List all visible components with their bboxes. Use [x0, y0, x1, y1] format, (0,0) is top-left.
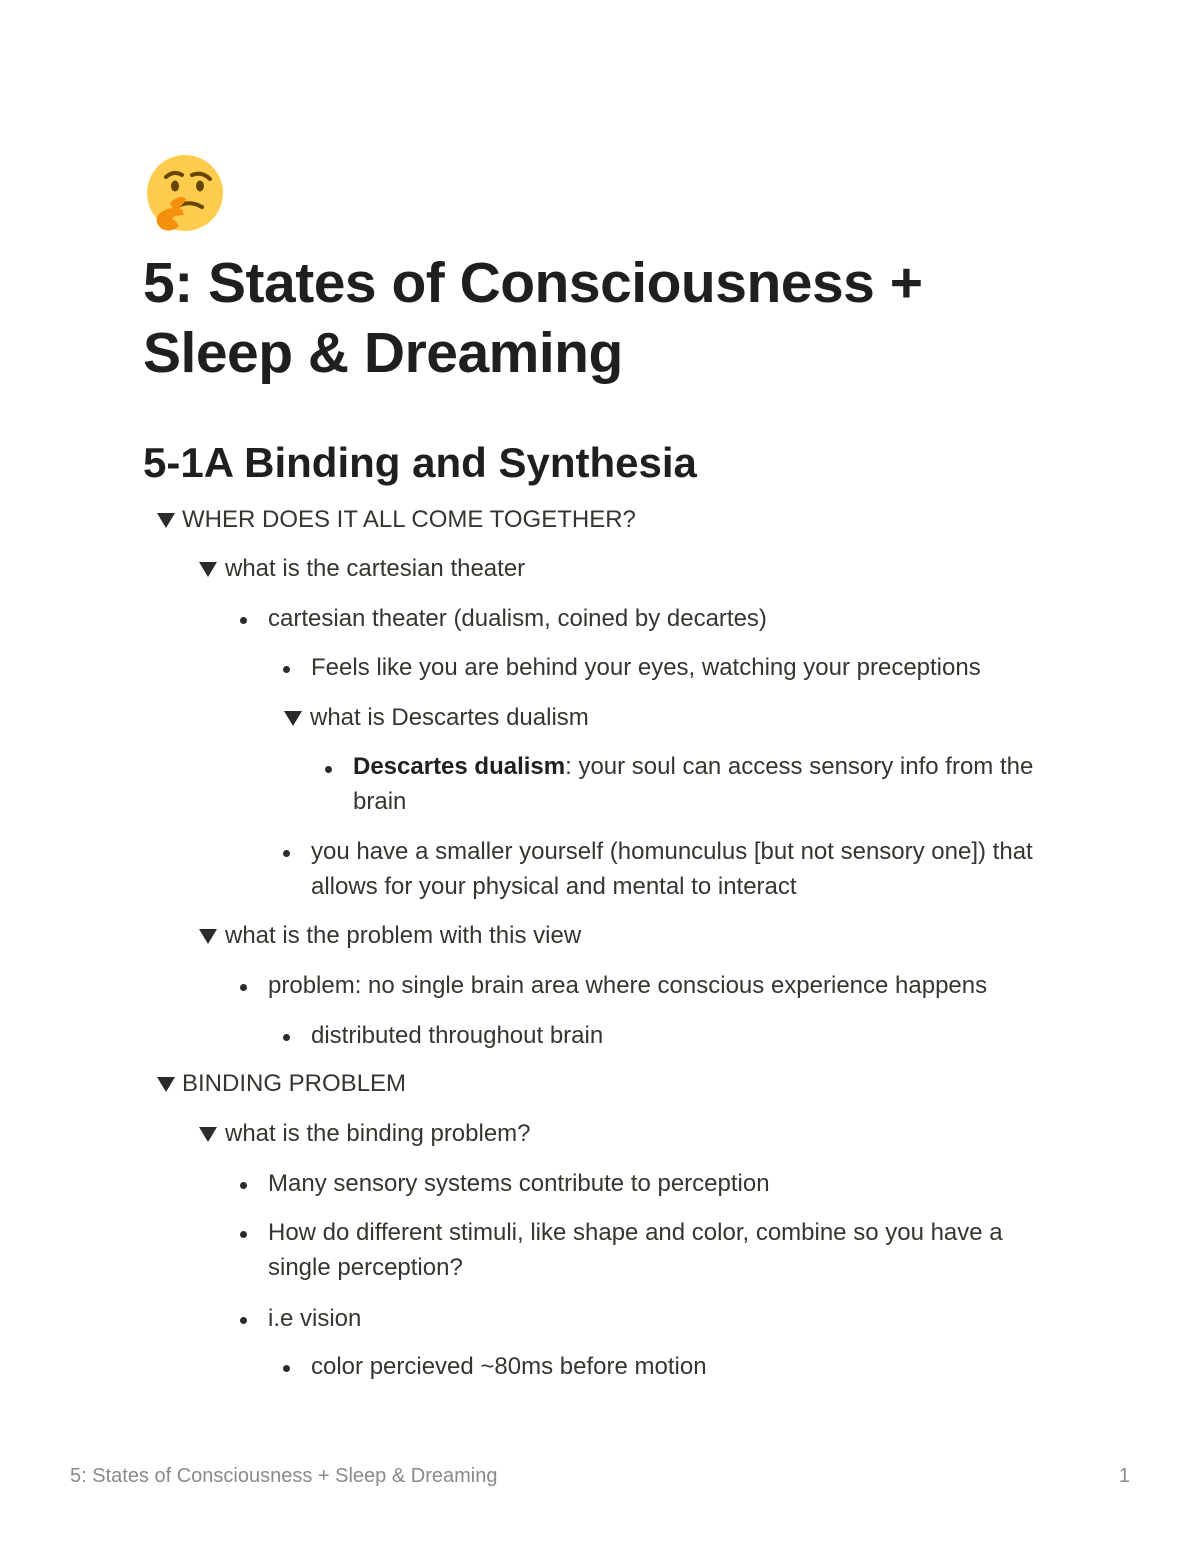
- bullet-icon: [283, 666, 290, 673]
- list-item: you have a smaller yourself (homunculus [but not sensory one]) that allows for your physical and mental to interact: [311, 838, 1033, 900]
- toggle-label[interactable]: what is Descartes dualism: [310, 704, 589, 731]
- bullet-icon: [283, 1034, 290, 1041]
- bullet-icon: [240, 1182, 247, 1189]
- section-heading: 5-1A Binding and Synthesia: [143, 439, 697, 486]
- list-item: cartesian theater (dualism, coined by decartes): [268, 605, 767, 632]
- list-item: Feels like you are behind your eyes, watching your preceptions: [311, 654, 981, 681]
- bullet-icon: [283, 1365, 290, 1372]
- term-bold: Descartes dualism: [353, 753, 566, 780]
- toggle-triangle-icon[interactable]: [199, 929, 217, 944]
- bullet-icon: [240, 617, 247, 624]
- toggle-triangle-icon[interactable]: [284, 711, 302, 726]
- bullet-icon: [283, 850, 290, 857]
- list-item: [353, 749, 1053, 819]
- list-item: color percieved ~80ms before motion: [311, 1353, 707, 1380]
- bullet-icon: [240, 1231, 247, 1238]
- toggle-label[interactable]: what is the cartesian theater: [225, 555, 526, 582]
- toggle-triangle-icon[interactable]: [199, 1127, 217, 1142]
- toggle-triangle-icon[interactable]: [157, 513, 175, 528]
- list-item: i.e vision: [268, 1305, 362, 1332]
- toggle-label[interactable]: what is the binding problem?: [225, 1120, 531, 1147]
- toggle-label[interactable]: what is the problem with this view: [225, 922, 582, 949]
- list-item: distributed throughout brain: [311, 1022, 604, 1049]
- definition-text: : your soul can access sensory info from the brain: [353, 753, 1034, 815]
- toggle-label[interactable]: WHER DOES IT ALL COME TOGETHER?: [182, 506, 636, 533]
- page-title: 5: States of Consciousness + Sleep & Dreaming: [143, 251, 923, 385]
- bullet-icon: [325, 766, 332, 773]
- list-item: problem: no single brain area where conscious experience happens: [268, 972, 988, 999]
- toggle-triangle-icon[interactable]: [157, 1077, 175, 1092]
- bullet-icon: [240, 1317, 247, 1324]
- list-item: Many sensory systems contribute to perception: [268, 1170, 770, 1197]
- toggle-triangle-icon[interactable]: [199, 562, 217, 577]
- thinking-face-icon: [144, 153, 226, 235]
- page-number: 1: [1118, 1465, 1130, 1487]
- footer-title: 5: States of Consciousness + Sleep & Dreaming: [70, 1465, 498, 1487]
- toggle-label[interactable]: BINDING PROBLEM: [182, 1070, 407, 1097]
- list-item: How do different stimuli, like shape and color, combine so you have a single perception?: [268, 1219, 1003, 1281]
- bullet-icon: [240, 984, 247, 991]
